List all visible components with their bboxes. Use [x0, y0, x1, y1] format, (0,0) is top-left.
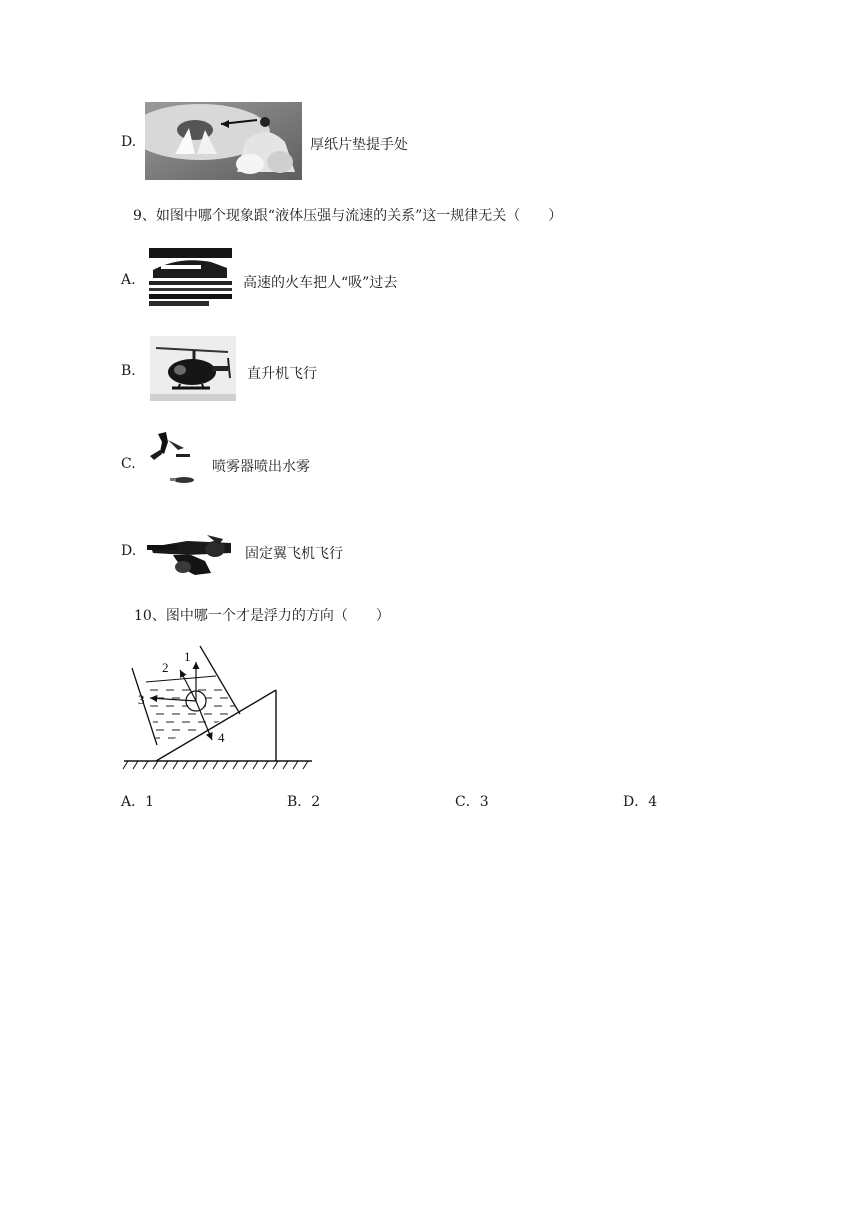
q9-option-a-caption: 高速的火车把人“吸”过去 — [243, 275, 398, 291]
q9-option-b-label: B. — [121, 363, 136, 379]
q9-option-a-label: A. — [121, 272, 136, 288]
arrow-label-2: 2 — [162, 660, 169, 675]
arrow-label-4: 4 — [218, 730, 225, 745]
arrow-label-3: 3 — [138, 692, 145, 707]
q9-option-d-label: D. — [121, 543, 137, 559]
q8-option-d-caption: 厚纸片垫提手处 — [310, 137, 408, 153]
q10-option-a: A．1 — [121, 794, 155, 810]
q10-option-d: D．4 — [623, 794, 658, 810]
q9-option-b-caption: 直升机飞行 — [247, 366, 317, 382]
sprayer-photo-icon — [148, 428, 202, 494]
q9-option-c-caption: 喷雾器喷出水雾 — [212, 459, 310, 475]
q9-option-d-caption: 固定翼飞机飞行 — [245, 546, 343, 562]
bag-handle-photo — [145, 102, 302, 180]
question-9-stem: 9、如图中哪个现象跟“液体压强与流速的关系”这一规律无关（ ） — [133, 208, 563, 224]
q10-option-c: C．3 — [455, 794, 489, 810]
buoyancy-diagram — [122, 640, 314, 770]
arrow-label-1: 1 — [184, 649, 191, 664]
fixed-wing-plane-photo-icon — [147, 525, 235, 581]
q8-option-d-label: D. — [121, 134, 137, 150]
q9-option-c-label: C. — [121, 456, 136, 472]
train-photo-icon — [149, 248, 232, 306]
question-10-stem: 10、图中哪一个才是浮力的方向（ ） — [134, 608, 390, 624]
q10-option-b: B．2 — [287, 794, 321, 810]
helicopter-photo-icon — [150, 336, 236, 401]
